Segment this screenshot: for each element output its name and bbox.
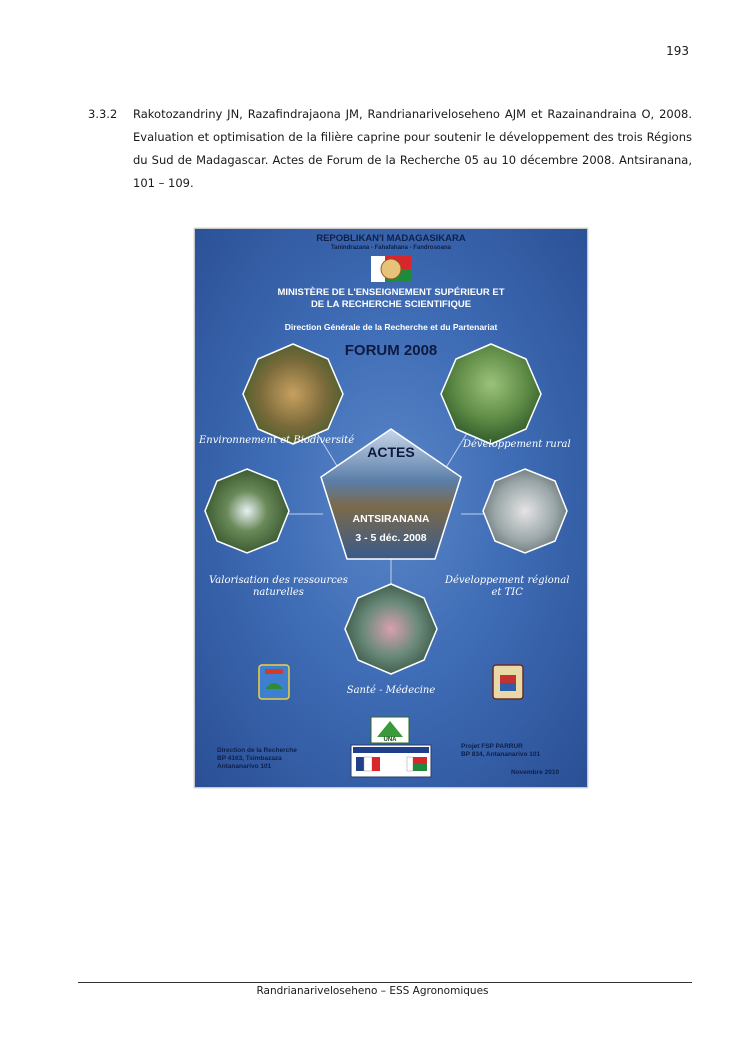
cover-motto: Tanindrazana - Fahafahana - Fandrosoana xyxy=(331,245,451,251)
cover-publication-date: Novembre 2010 xyxy=(511,769,560,776)
cover-direction: Direction Générale de la Recherche et du Partenariat xyxy=(284,322,498,332)
cover-address-left xyxy=(217,747,297,771)
cover-artwork xyxy=(195,229,587,787)
page-footer: Randrianariveloseheno – ESS Agronomiques xyxy=(256,985,489,997)
cover-ministry-line2: DE LA RECHERCHE SCIENTIFIQUE xyxy=(310,299,472,310)
cover-ministry-line1: MINISTÈRE DE L'ENSEIGNEMENT SUPÉRIEUR ET xyxy=(277,287,505,298)
cover-city: ANTSIRANANA xyxy=(352,513,430,525)
photo-rural-development xyxy=(441,344,541,444)
footer-divider xyxy=(78,982,692,983)
theme-health: Santé - Médecine xyxy=(346,685,436,696)
cover-address-left-line1: Direction de la Recherche xyxy=(217,747,297,754)
theme-regional-ict-line1: Développement régional xyxy=(445,575,570,586)
cover-address-right xyxy=(461,743,540,759)
theme-regional-ict-line2: et TIC xyxy=(491,587,523,598)
cover-address-right-line2: BP 834, Antananarivo 101 xyxy=(461,751,541,758)
cover-address-left-line3: Antananarivo 101 xyxy=(217,763,272,770)
theme-natural-resources-line2: naturelles xyxy=(252,587,304,598)
page-number: 193 xyxy=(666,44,689,58)
cover-republic: REPOBLIKAN'I MADAGASIKARA xyxy=(316,233,466,244)
photo-environment xyxy=(243,344,343,444)
theme-natural-resources-line1: Valorisation des ressources xyxy=(209,575,348,586)
reference-number: 3.3.2 xyxy=(88,107,118,121)
photo-waterfall xyxy=(205,469,289,553)
theme-environment: Environnement et Biodiversité xyxy=(199,435,355,446)
reference-text: Rakotozandriny JN, Razafindrajaona JM, Randrianariveloseheno AJM et Razainandraina O, 2008. Evaluation et optimisation de la filière caprine pour soutenir le développement des trois Régions du Sud de Madagascar. Actes de Forum de la Recherche 05 au 10 décembre 2008. Antsiranana, 101 – 109. xyxy=(133,107,692,190)
theme-natural-resources xyxy=(209,575,348,599)
cooperation-logo-icon xyxy=(351,745,431,777)
cover-address-left-line2: BP 4163, Tsimbazaza xyxy=(217,755,282,762)
reference-entry xyxy=(88,103,692,195)
cover-forum-title: FORUM 2008 xyxy=(344,342,438,359)
theme-regional-ict xyxy=(445,575,569,599)
cover-actes-title: ACTES xyxy=(367,444,415,460)
cover-address-right-line1: Projet FSP PARRUR xyxy=(461,743,523,750)
photo-ict xyxy=(483,469,567,553)
cover-dates: 3 - 5 déc. 2008 xyxy=(355,532,427,544)
theme-rural-development: Développement rural xyxy=(463,439,571,450)
cover-una-label: UNA xyxy=(383,737,397,743)
proceedings-cover-image xyxy=(194,228,588,788)
photo-health xyxy=(345,584,437,674)
